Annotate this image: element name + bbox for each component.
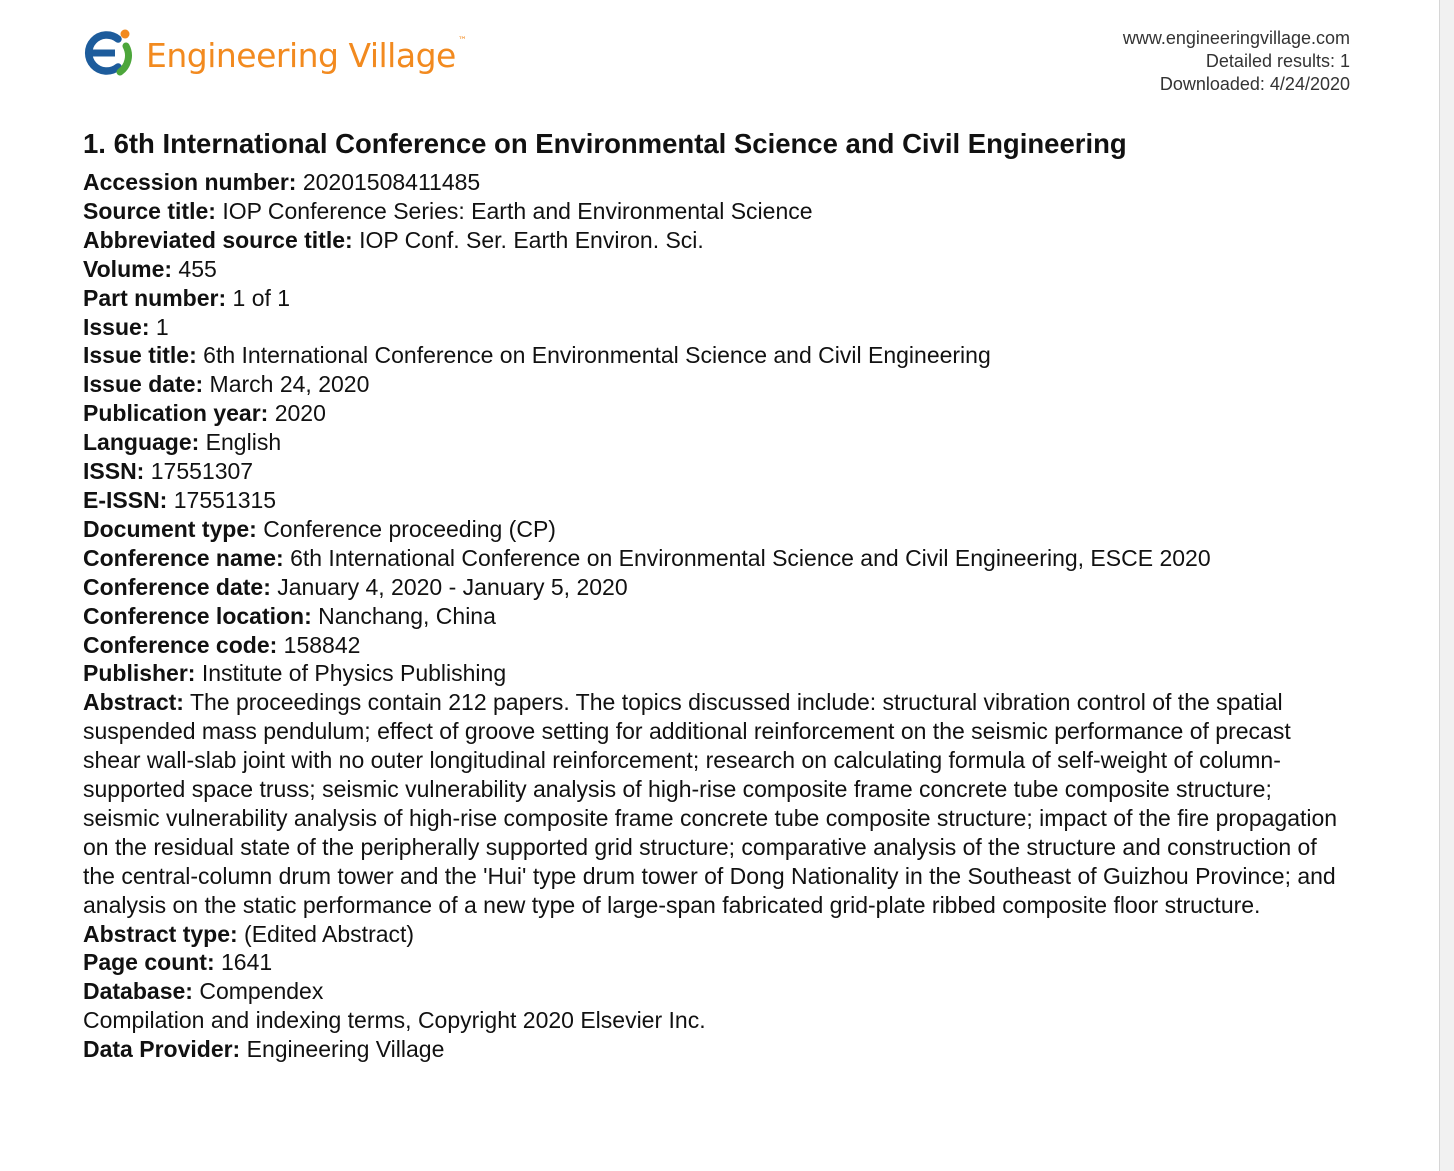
record-field: [83, 1035, 1345, 1064]
field-value: 1641: [221, 949, 273, 976]
field-label: Conference date:: [83, 573, 271, 600]
record-field: [83, 631, 1345, 660]
record-field: [83, 341, 1345, 370]
field-label: Source title:: [83, 197, 216, 224]
field-value: Institute of Physics Publishing: [201, 660, 507, 687]
field-label: Language:: [83, 429, 200, 456]
scrollbar-track[interactable]: [1439, 0, 1454, 1171]
field-label: Conference location:: [83, 602, 312, 629]
logo-wordmark: [146, 35, 467, 75]
field-value: Conference proceeding (CP): [263, 515, 556, 542]
detailed-results-count: Detailed results: 1: [1205, 51, 1350, 71]
record-title: 1. 6th International Conference on Environmental Science and Civil Engineering: [83, 128, 1127, 159]
field-label: Issue title:: [83, 342, 197, 369]
download-meta: [1123, 27, 1350, 96]
field-value: Compendex: [199, 978, 324, 1005]
record-field: [83, 255, 1345, 284]
field-label: Issue date:: [83, 371, 204, 398]
record-field: [83, 313, 1345, 342]
field-value: 17551315: [173, 486, 277, 513]
field-value: IOP Conf. Ser. Earth Environ. Sci.: [359, 226, 704, 253]
field-value: IOP Conference Series: Earth and Environmental Science: [222, 197, 813, 224]
field-value: 2020: [274, 400, 326, 427]
field-label: E-ISSN:: [83, 486, 168, 513]
field-label: Document type:: [83, 515, 257, 542]
record-field: [83, 977, 1345, 1006]
record-field: [83, 168, 1345, 197]
record-field: [83, 428, 1345, 457]
record-field: [83, 399, 1345, 428]
field-label: Abbreviated source title:: [83, 226, 353, 253]
engineering-village-logo: [82, 26, 466, 80]
trademark-symbol: ™: [457, 35, 467, 46]
record-field: [83, 226, 1345, 255]
field-label: ISSN:: [83, 458, 145, 485]
record-fields: [83, 168, 1345, 1064]
record-field: [83, 920, 1345, 949]
record-field: [83, 457, 1345, 486]
field-label: Publication year:: [83, 400, 269, 427]
field-label: Page count:: [83, 949, 215, 976]
ev-logo-icon: [82, 26, 136, 80]
record-field: [83, 948, 1345, 977]
field-value: 1: [155, 313, 169, 340]
field-value: Nanchang, China: [318, 602, 496, 629]
field-value: The proceedings contain 212 papers. The topics discussed include: structural vibration control of the spatial suspended mass pendulum; effect of groove setting for additional reinforcement on the seismic performance of precast shear wall-slab joint with no outer longitudinal reinforcement; research on calculating formula of self-weight of column-supported space truss; seismic vulnerability analysis of high-rise composite frame concrete tube composite structure; seismic vulnerability analysis of high-rise composite frame concrete tube composite structure; impact of the fire propagation on the residual state of the peripherally supported grid structure; comparative analysis of the structure and construction of the central-column drum tower and the 'Hui' type drum tower of Dong Nationality in the Southeast of Guizhou Province; and analysis on the static performance of a new type of large-span fabricated grid-plate ribbed composite floor structure.: [83, 689, 1338, 918]
record-field: [83, 515, 1345, 544]
record: [83, 126, 1345, 1064]
record-field: [83, 486, 1345, 515]
download-date: Downloaded: 4/24/2020: [1159, 74, 1350, 94]
field-label: Data Provider:: [83, 1036, 241, 1063]
field-label: Volume:: [83, 255, 173, 282]
field-value: 1 of 1: [232, 284, 291, 311]
record-field: [83, 688, 1345, 919]
field-value: (Edited Abstract): [244, 920, 415, 947]
field-label: Accession number:: [83, 169, 297, 195]
field-label: Publisher:: [83, 660, 196, 687]
record-field: [83, 197, 1345, 226]
record-field: [83, 573, 1345, 602]
field-value: 6th International Conference on Environmental Science and Civil Engineering: [203, 342, 991, 369]
record-field: [83, 544, 1345, 573]
field-label: Database:: [83, 978, 193, 1005]
record-field: [83, 1006, 1345, 1035]
field-label: Part number:: [83, 284, 227, 311]
field-label: Abstract type:: [83, 920, 238, 947]
record-field: [83, 602, 1345, 631]
field-value: English: [205, 429, 282, 456]
site-url: www.engineeringvillage.com: [1122, 28, 1350, 48]
field-value: 20201508411485: [302, 169, 481, 195]
field-label: Abstract:: [83, 689, 184, 716]
field-value: Engineering Village: [246, 1036, 445, 1063]
field-value: 455: [178, 255, 217, 282]
field-value: January 4, 2020 - January 5, 2020: [277, 573, 628, 600]
field-label: Conference name:: [83, 544, 284, 571]
field-value: Compilation and indexing terms, Copyright 2020 Elsevier Inc.: [83, 1007, 706, 1034]
field-value: 158842: [283, 631, 361, 658]
record-field: [83, 370, 1345, 399]
field-value: March 24, 2020: [209, 371, 370, 398]
field-value: 6th International Conference on Environmental Science and Civil Engineering, ESCE 2020: [290, 544, 1211, 571]
field-label: Conference code:: [83, 631, 278, 658]
field-label: Issue:: [83, 313, 150, 340]
record-field: [83, 284, 1345, 313]
record-field: [83, 659, 1345, 688]
field-value: 17551307: [150, 458, 254, 485]
logo-name: Engineering Village: [146, 35, 456, 75]
